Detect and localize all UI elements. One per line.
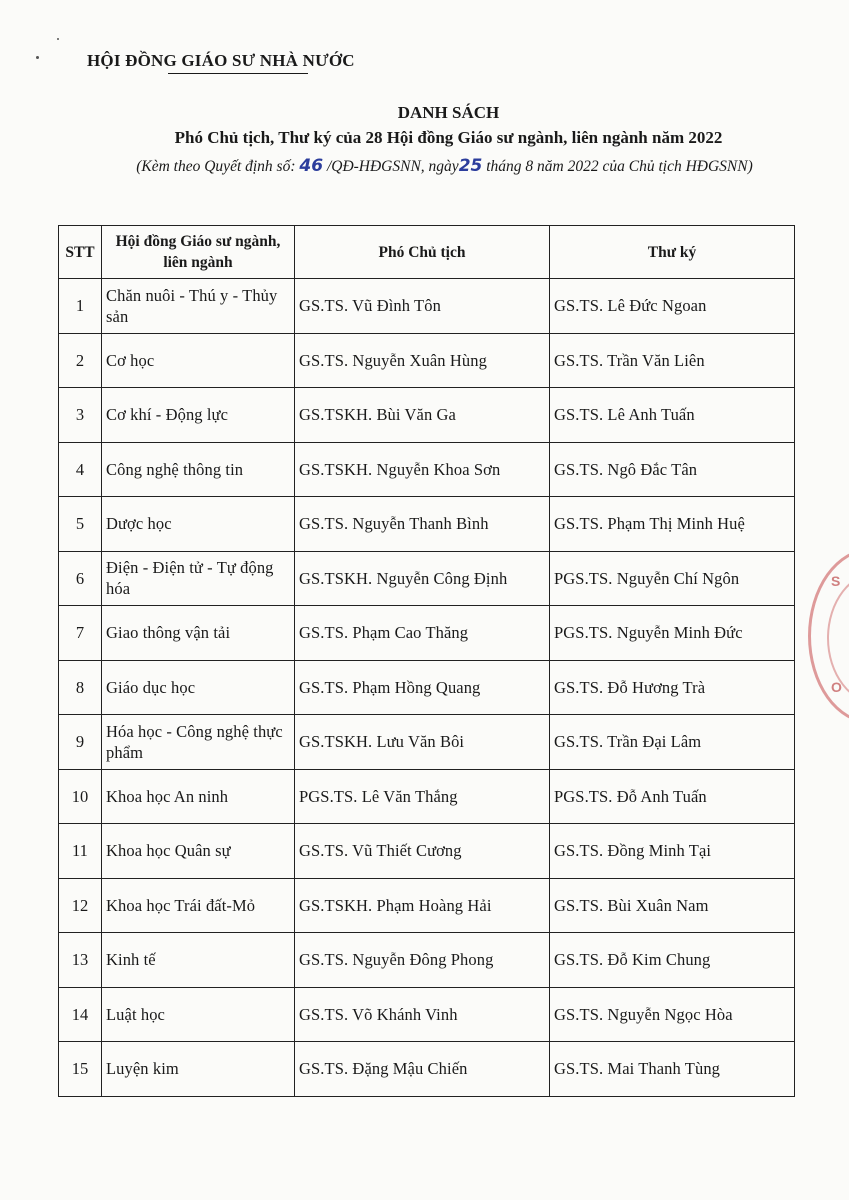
row-stt: 1 <box>59 279 102 334</box>
table-row <box>59 333 795 388</box>
header-vice-chair: Phó Chủ tịch <box>295 226 550 279</box>
row-vice-chair: GS.TS. Đặng Mậu Chiến <box>295 1042 550 1097</box>
row-stt: 10 <box>59 769 102 824</box>
decision-note-suffix: tháng 8 năm 2022 của Chủ tịch HĐGSNN) <box>482 158 753 175</box>
row-vice-chair: GS.TS. Vũ Đình Tôn <box>295 279 550 334</box>
row-secretary: PGS.TS. Nguyễn Chí Ngôn <box>550 551 795 606</box>
row-vice-chair: GS.TS. Phạm Cao Thăng <box>295 606 550 661</box>
row-secretary: GS.TS. Ngô Đắc Tân <box>550 442 795 497</box>
table-row <box>59 715 795 770</box>
row-secretary: GS.TS. Nguyễn Ngọc Hòa <box>550 987 795 1042</box>
row-stt: 6 <box>59 551 102 606</box>
row-vice-chair: GS.TSKH. Lưu Văn Bôi <box>295 715 550 770</box>
table-row <box>59 279 795 334</box>
decision-note-prefix: (Kèm theo Quyết định số: <box>136 158 300 175</box>
stamp-letter-bottom: O <box>831 679 842 695</box>
table-body <box>59 279 795 1097</box>
row-vice-chair: GS.TSKH. Phạm Hoàng Hải <box>295 878 550 933</box>
table-row <box>59 878 795 933</box>
row-vice-chair: GS.TSKH. Bùi Văn Ga <box>295 388 550 443</box>
row-vice-chair: GS.TS. Võ Khánh Vinh <box>295 987 550 1042</box>
row-stt: 9 <box>59 715 102 770</box>
row-stt: 8 <box>59 660 102 715</box>
row-secretary: GS.TS. Đỗ Hương Trà <box>550 660 795 715</box>
row-stt: 15 <box>59 1042 102 1097</box>
row-vice-chair: GS.TS. Nguyễn Thanh Bình <box>295 497 550 552</box>
table-row <box>59 769 795 824</box>
table-row <box>59 824 795 879</box>
official-stamp <box>808 548 849 724</box>
row-stt: 4 <box>59 442 102 497</box>
row-stt: 2 <box>59 333 102 388</box>
stamp-letter-top: S <box>831 573 841 589</box>
organization-underline <box>168 73 308 74</box>
row-stt: 7 <box>59 606 102 661</box>
table-row <box>59 497 795 552</box>
header-secretary: Thư ký <box>550 226 795 279</box>
decision-reference <box>0 156 849 176</box>
row-council: Cơ học <box>102 333 295 388</box>
row-vice-chair: GS.TSKH. Nguyễn Khoa Sơn <box>295 442 550 497</box>
row-stt: 5 <box>59 497 102 552</box>
table-row <box>59 660 795 715</box>
row-secretary: PGS.TS. Đỗ Anh Tuấn <box>550 769 795 824</box>
header-council: Hội đồng Giáo sư ngành, liên ngành <box>102 226 295 279</box>
decision-number-handwritten: 46 <box>299 156 324 176</box>
row-council: Công nghệ thông tin <box>102 442 295 497</box>
row-council: Khoa học Quân sự <box>102 824 295 879</box>
table-row <box>59 606 795 661</box>
row-vice-chair: GS.TS. Vũ Thiết Cương <box>295 824 550 879</box>
header-stt: STT <box>59 226 102 279</box>
row-secretary: GS.TS. Trần Văn Liên <box>550 333 795 388</box>
row-council: Chăn nuôi - Thú y - Thủy sản <box>102 279 295 334</box>
row-secretary: GS.TS. Phạm Thị Minh Huệ <box>550 497 795 552</box>
row-vice-chair: GS.TS. Nguyễn Xuân Hùng <box>295 333 550 388</box>
council-table <box>58 225 795 1097</box>
row-stt: 11 <box>59 824 102 879</box>
decision-day-handwritten: 25 <box>458 156 483 176</box>
row-council: Kinh tế <box>102 933 295 988</box>
row-secretary: GS.TS. Mai Thanh Tùng <box>550 1042 795 1097</box>
row-council: Điện - Điện tử - Tự động hóa <box>102 551 295 606</box>
row-secretary: PGS.TS. Nguyễn Minh Đức <box>550 606 795 661</box>
row-secretary: GS.TS. Đồng Minh Tại <box>550 824 795 879</box>
row-council: Khoa học An ninh <box>102 769 295 824</box>
row-stt: 14 <box>59 987 102 1042</box>
row-stt: 3 <box>59 388 102 443</box>
document-subtitle: Phó Chủ tịch, Thư ký của 28 Hội đồng Giáo sư ngành, liên ngành năm 2022 <box>174 128 723 147</box>
row-council: Cơ khí - Động lực <box>102 388 295 443</box>
row-secretary: GS.TS. Đỗ Kim Chung <box>550 933 795 988</box>
row-vice-chair: GS.TS. Nguyễn Đông Phong <box>295 933 550 988</box>
table-header-row <box>59 226 795 279</box>
row-council: Dược học <box>102 497 295 552</box>
row-secretary: GS.TS. Trần Đại Lâm <box>550 715 795 770</box>
table-row <box>59 442 795 497</box>
row-vice-chair: GS.TSKH. Nguyễn Công Định <box>295 551 550 606</box>
row-stt: 12 <box>59 878 102 933</box>
row-council: Luật học <box>102 987 295 1042</box>
organization-name: HỘI ĐỒNG GIÁO SƯ NHÀ NƯỚC <box>87 51 355 70</box>
decision-note-middle: /QĐ-HĐGSNN, ngày <box>323 158 459 175</box>
table-row <box>59 551 795 606</box>
row-council: Giáo dục học <box>102 660 295 715</box>
row-vice-chair: PGS.TS. Lê Văn Thắng <box>295 769 550 824</box>
row-council: Khoa học Trái đất-Mỏ <box>102 878 295 933</box>
row-council: Luyện kim <box>102 1042 295 1097</box>
row-stt: 13 <box>59 933 102 988</box>
row-secretary: GS.TS. Bùi Xuân Nam <box>550 878 795 933</box>
table-row <box>59 1042 795 1097</box>
document-title: DANH SÁCH <box>397 103 500 122</box>
table-row <box>59 987 795 1042</box>
scan-speck <box>36 56 39 59</box>
row-secretary: GS.TS. Lê Anh Tuấn <box>550 388 795 443</box>
row-council: Giao thông vận tải <box>102 606 295 661</box>
scan-speck <box>57 38 59 40</box>
row-council: Hóa học - Công nghệ thực phẩm <box>102 715 295 770</box>
table-row <box>59 388 795 443</box>
row-secretary: GS.TS. Lê Đức Ngoan <box>550 279 795 334</box>
row-vice-chair: GS.TS. Phạm Hồng Quang <box>295 660 550 715</box>
table-row <box>59 933 795 988</box>
